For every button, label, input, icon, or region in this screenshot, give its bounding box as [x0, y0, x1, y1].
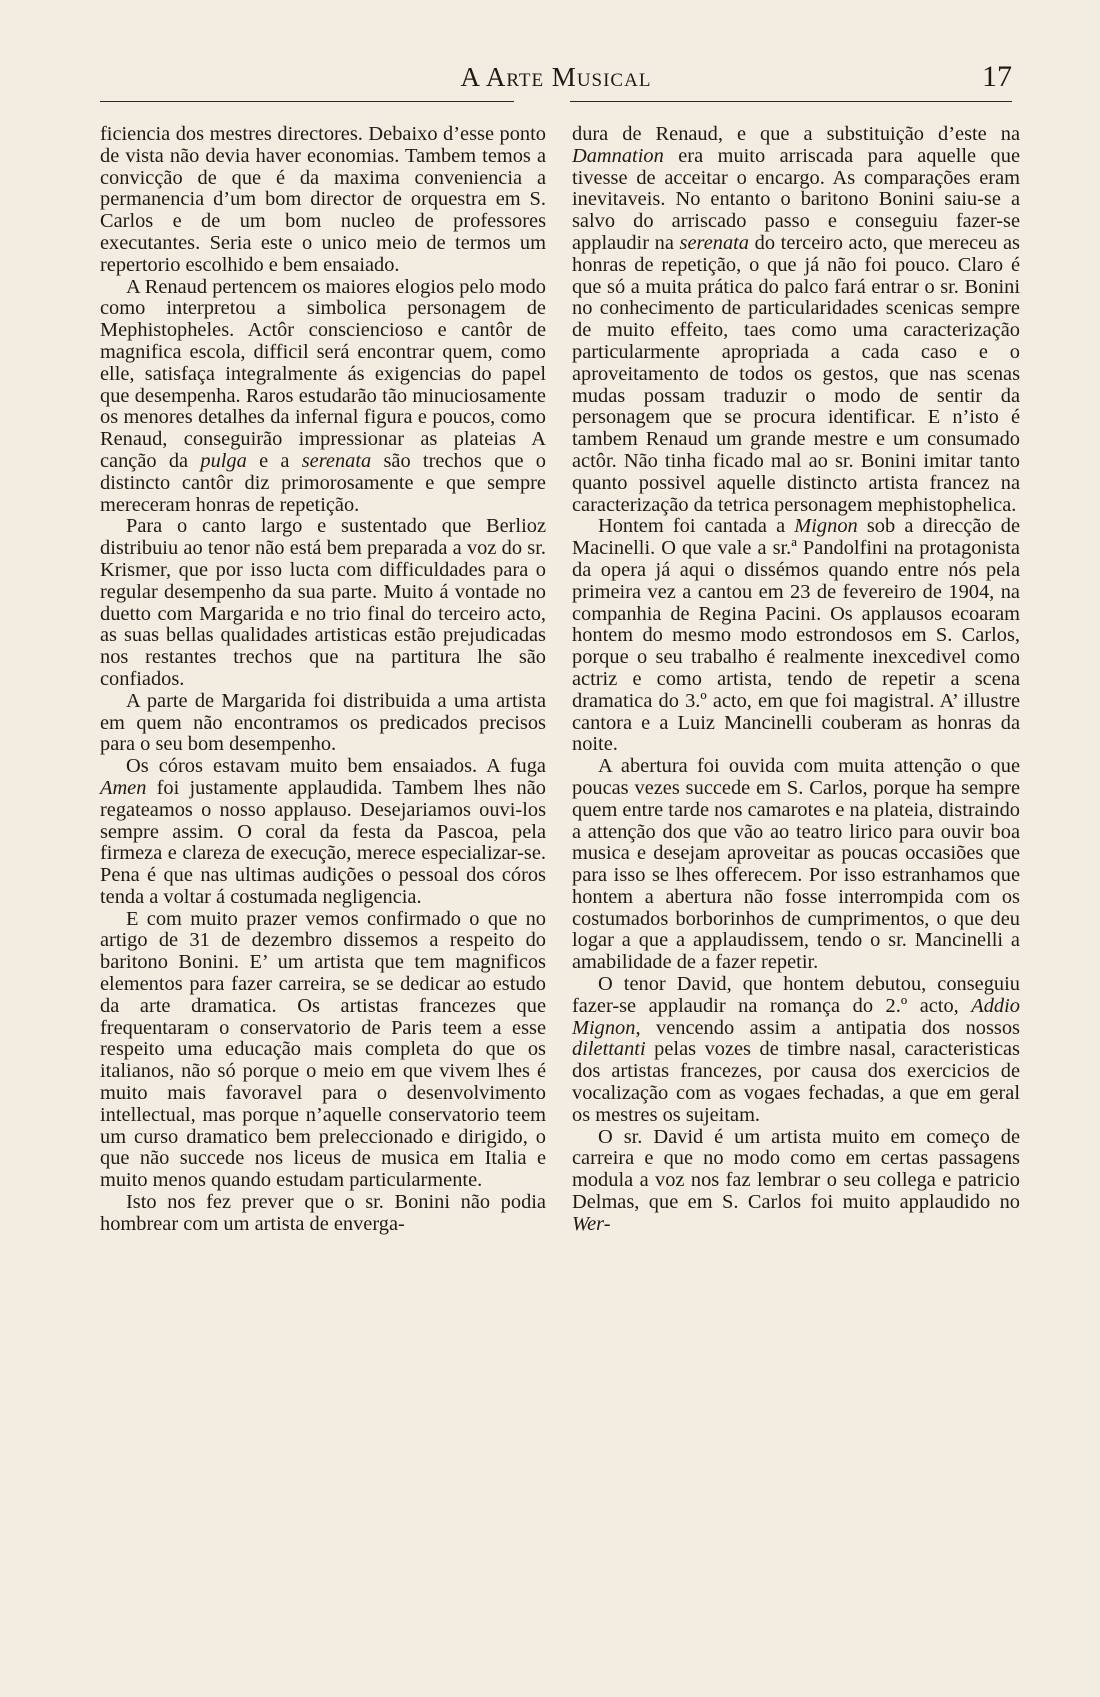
italic-run: Mignon — [794, 515, 858, 538]
paragraph: ficiencia dos mestres directores. Debaixo d’esse ponto de vista não devia haver economias. Tambem temos a convicção de que é da maxima conveniencia a permanencia d’um bom director de orquestra em S. Carlos e de um bom nucleo de professores executantes. Seria este o unico meio de termos um repertorio escolhido e bem ensaiado. — [100, 123, 546, 276]
italic-run: Addio Mignon — [572, 994, 1020, 1039]
text-run: dura de Renaud, e que a substituição d’este na — [572, 123, 1020, 145]
italic-run: Damnation — [572, 144, 664, 167]
italic-run: serenata — [301, 449, 372, 472]
text-run: Os córos estavam muito bem ensaiados. A fuga — [126, 755, 546, 778]
text-run: A Renaud pertencem os maiores elogios pelo modo como interpretou a simbolica personagem de Mephistopheles. Actôr consciencioso e cantôr de magnifica escola, difficil será encontrar quem, como elle, satisfaça integralmente ás exigencias do papel que desempenha. Raros estudarão tão minuciosamente os menores detalhes da infernal figura e poucos, como Renaud, conseguirão impressionar as plateias A canção da — [100, 275, 546, 472]
paragraph: E com muito prazer vemos confirmado o que no artigo de 31 de dezembro dissemos a respeito do baritono Bonini. E’ um artista que tem magnificos elementos para fazer carreira, se se dedicar ao estudo da arte dramatica. Os artistas francezes que frequentaram o conservatorio de Paris teem a esse respeito uma educação mais completa do que os italianos, não só porque o meio em que vivem lhes é muito mais favoravel para o desenvolvimento intellectual, mas porque n’aquelle conservatorio teem um curso dramatico bem preleccionado e dirigido, o que não succede nos liceus de musica em Italia e muito menos quando estudam particularmente. — [100, 907, 546, 1192]
text-run: são trechos que o distincto cantôr diz primorosamente e que sempre mereceram honras de repetição. — [100, 449, 546, 516]
page-number: 17 — [982, 60, 1012, 93]
text-run: foi justamente applaudida. Tambem lhes não regateamos o nosso applauso. Desejariamos ouvi-los sempre assim. O coral da festa da Pascoa, pela firmeza e clareza de execução, merece especializar-se. Pena é que nas ultimas audições o pessoal dos córos tenda a voltar á costumada negligencia. — [100, 776, 546, 908]
paragraph: Isto nos fez prever que o sr. Bonini não podia hombrear com um artista de enverga- — [100, 1191, 546, 1235]
italic-run: Amen — [100, 776, 147, 799]
italic-run: serenata — [679, 231, 749, 254]
right-column — [572, 124, 1020, 1684]
paragraph: Para o canto largo e sustentado que Berlioz distribuiu ao tenor não está bem preparada a voz do sr. Krismer, que por isso lucta com difficuldades para o regular desempenho da sua parte. Muito á vontade no duetto com Margarida e no trio final do terceiro acto, as suas bellas qualidades artisticas estão prejudicadas nos restantes trechos que na partitura lhe são confiados. — [100, 515, 546, 690]
text-run: , vencendo assim a antipatia dos nossos — [635, 1016, 1020, 1039]
text-run: e a — [246, 449, 302, 472]
italic-run: pulga — [200, 449, 247, 472]
left-column — [100, 124, 546, 1684]
text-run: O sr. David é um artista muito em começo de carreira e que no modo como em certas passagens modula a voz nos faz lembrar o seu collega e patricio Delmas, que em S. Carlos foi muito applaudido no — [572, 1125, 1020, 1214]
header-rule-left — [100, 101, 514, 102]
text-run: era muito arriscada para aquelle que tivesse de acceitar o encargo. As comparações eram inevitaveis. No entanto o baritono Bonini saiu-se a salvo do arriscado passo e conseguiu fazer-se applaudir na — [572, 144, 1020, 254]
paragraph — [100, 277, 546, 517]
text-run: Hontem foi cantada a — [598, 515, 795, 538]
italic-run: dilettanti — [572, 1038, 646, 1061]
header-rule-right — [570, 101, 1012, 102]
paragraph — [572, 516, 1020, 756]
text-run: O tenor David, que hontem debutou, conseguiu fazer-se applaudir na romança do 2.º acto, — [572, 973, 1020, 1017]
text-run: sob a direcção de Macinelli. O que vale a sr.ª Pandolfini na protagonista da opera já aqui o dissémos quando entre nós pela primeira vez a cantou em 23 de fevereiro de 1904, na companhia de Regina Pacini. Os applausos ecoaram hontem do mesmo modo estrondosos em S. Carlos, porque o seu trabalho é realmente inexcedivel como actriz e como artista, tendo de repetir a scena dramatica do 3.º acto, em que foi magistral. A’ illustre cantora e a Luiz Mancinelli couberam as honras da noite. — [572, 515, 1021, 756]
paragraph — [572, 1127, 1020, 1236]
italic-run: Wer- — [572, 1212, 611, 1235]
text-run: do terceiro acto, que mereceu as honras de repetição, o que já não foi pouco. Claro é que só a muita prática do palco fará entrar o sr. Bonini no conhecimento de particularidades scenicas sempre de muito effeito, taes como uma caracterização particularmente apropriada a cada caso e o aproveitamento de todos os gestos, que nas scenas mudas possam traduzir o modo de sentir da personagem que se procura identificar. E n’isto é tambem Renaud um grande mestre e um consumado actôr. Não tinha ficado mal ao sr. Bonini imitar tanto quanto possivel aquelle distincto artista francez na caracterização da tetrica personagem mephistophelica. — [572, 231, 1020, 516]
paragraph — [100, 756, 546, 909]
paragraph: A abertura foi ouvida com muita attenção o que poucas vezes succede em S. Carlos, porque ha sempre quem entre tarde nos camarotes e na plateia, distraindo a attenção dos que vão ao teatro lirico para ouvir boa musica e desejam aproveitar as poucas occasiões que para isso se lhes offerecem. Por isso estranhamos que hontem a abertura não fosse interrompida com os costumados borborinhos de cumprimentos, o que deu logar a que a applaudissem, tendo o sr. Mancinelli a amabilidade de a fazer repetir. — [572, 755, 1020, 974]
paragraph — [572, 974, 1020, 1127]
paragraph: A parte de Margarida foi distribuida a uma artista em quem não encontramos os predicados precisos para o seu bom desempenho. — [100, 689, 546, 756]
running-title: A Arte Musical — [460, 62, 652, 92]
running-header — [100, 56, 1012, 104]
text-run: pelas vozes de timbre nasal, caracteristicas dos artistas francezes, por causa dos exercicios de vocalização com as vogaes fechadas, a que em geral os mestres os sujeitam. — [572, 1038, 1020, 1126]
paragraph — [572, 124, 1020, 516]
